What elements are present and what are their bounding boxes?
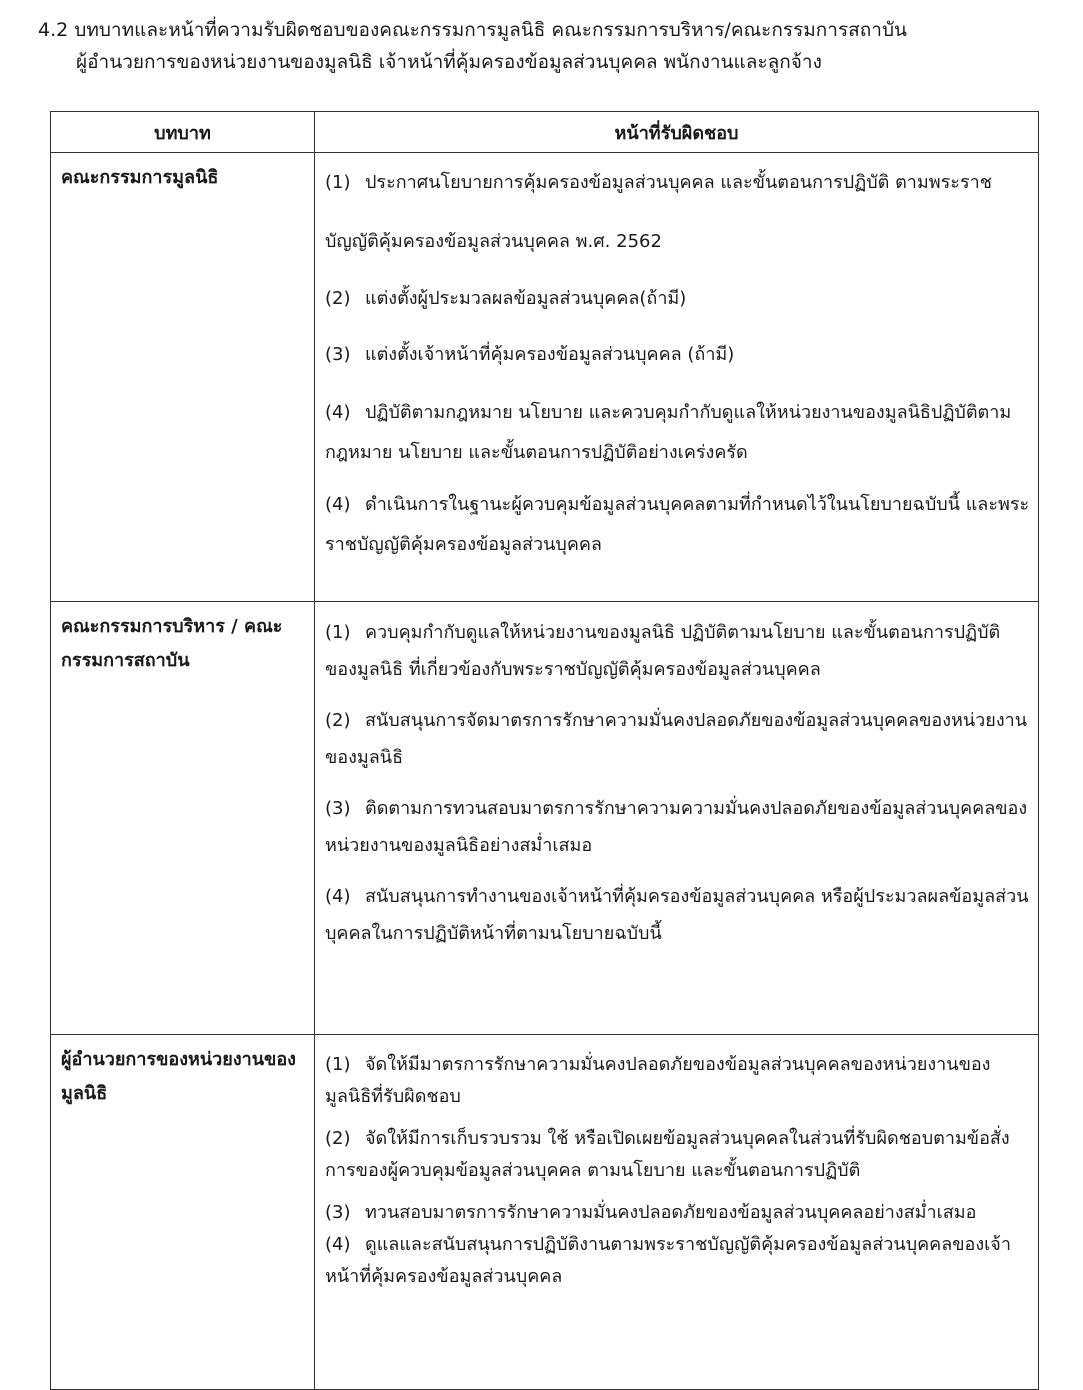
duty-text: ดำเนินการในฐานะผู้ควบคุมข้อมูลส่วนบุคคลตามที่กำหนดไว้ในนโยบายฉบับนี้ และพระราชบัญญัติคุ้มครองข้อมูลส่วนบุคคล — [325, 494, 1030, 555]
duty-number: (2) — [325, 710, 351, 731]
table-row — [51, 153, 1039, 602]
duties-cell — [315, 1035, 1039, 1390]
table-row — [51, 602, 1039, 1035]
duty-item — [325, 393, 1030, 473]
duty-number: (1) — [325, 1054, 351, 1075]
duty-text: จัดให้มีมาตรการรักษาความมั่นคงปลอดภัยของข้อมูลส่วนบุคคลของหน่วยงานของมูลนิธิที่รับผิดชอบ — [325, 1054, 991, 1107]
duty-number: (4) — [325, 1234, 351, 1255]
duty-number: (3) — [325, 344, 351, 365]
duty-text: ควบคุมกำกับดูแลให้หน่วยงานของมูลนิธิ ปฏิบัติตามนโยบาย และขั้นตอนการปฏิบัติของมูลนิธิ ที่เกี่ยวข้องกับพระราชบัญญัติคุ้มครองข้อมูลส่วนบุคคล — [325, 622, 1001, 680]
duty-item — [325, 1049, 1030, 1113]
section-heading — [38, 14, 1048, 78]
duty-item — [325, 1229, 1030, 1293]
duty-number: (4) — [325, 886, 351, 907]
duty-text: สนับสนุนการจัดมาตรการรักษาความมั่นคงปลอดภัยของข้อมูลส่วนบุคคลของหน่วยงานของมูลนิธิ — [325, 710, 1028, 768]
duty-item — [325, 878, 1030, 952]
duty-text: สนับสนุนการทำงานของเจ้าหน้าที่คุ้มครองข้อมูลส่วนบุคคล หรือผู้ประมวลผลข้อมูลส่วนบุคคลในการปฏิบัติหน้าที่ตามนโยบายฉบับนี้ — [325, 886, 1029, 944]
duty-number: (3) — [325, 798, 351, 819]
duty-item — [325, 271, 1030, 327]
header-responsibilities: หน้าที่รับผิดชอบ — [315, 112, 1039, 153]
role-cell: คณะกรรมการบริหาร / คณะกรรมการสถาบัน — [51, 602, 315, 1035]
duty-text: ประกาศนโยบายการคุ้มครองข้อมูลส่วนบุคคล และขั้นตอนการปฏิบัติ ตามพระราชบัญญัติคุ้มครองข้อมูลส่วนบุคคล พ.ศ. 2562 — [325, 172, 992, 252]
duty-item — [325, 1123, 1030, 1187]
header-role: บทบาท — [51, 112, 315, 153]
duty-text: ดูแลและสนับสนุนการปฏิบัติงานตามพระราชบัญญัติคุ้มครองข้อมูลส่วนบุคคลของเจ้าหน้าที่คุ้มครองข้อมูลส่วนบุคคล — [325, 1234, 1011, 1287]
duty-number: (4) — [325, 402, 351, 423]
duty-text: จัดให้มีการเก็บรวบรวม ใช้ หรือเปิดเผยข้อมูลส่วนบุคคลในส่วนที่รับผิดชอบตามข้อสั่งการของผู้ควบคุมข้อมูลส่วนบุคคล ตามนโยบาย และขั้นตอนการปฏิบัติ — [325, 1128, 1010, 1181]
duty-item — [325, 485, 1030, 565]
table-row — [51, 1035, 1039, 1390]
duty-number: (2) — [325, 288, 351, 309]
table-header-row — [51, 112, 1039, 153]
duty-item — [325, 614, 1030, 688]
section-heading-line-1: 4.2 บทบาทและหน้าที่ความรับผิดชอบของคณะกรรมการมูลนิธิ คณะกรรมการบริหาร/คณะกรรมการสถาบัน — [38, 19, 907, 41]
duty-text: ปฏิบัติตามกฎหมาย นโยบาย และควบคุมกำกับดูแลให้หน่วยงานของมูลนิธิปฏิบัติตามกฎหมาย นโยบาย และขั้นตอนการปฏิบัติอย่างเคร่งครัด — [325, 402, 1012, 463]
role-cell: คณะกรรมการมูลนิธิ — [51, 153, 315, 602]
duty-text: แต่งตั้งผู้ประมวลผลข้อมูลส่วนบุคคล(ถ้ามี) — [365, 288, 687, 309]
duty-number: (3) — [325, 1202, 351, 1223]
duty-number: (1) — [325, 622, 351, 643]
duty-number: (4) — [325, 494, 351, 515]
duty-text: แต่งตั้งเจ้าหน้าที่คุ้มครองข้อมูลส่วนบุคคล (ถ้ามี) — [365, 344, 735, 365]
duty-text: ติดตามการทวนสอบมาตรการรักษาความความมั่นคงปลอดภัยของข้อมูลส่วนบุคคลของหน่วยงานของมูลนิธิอย่างสม่ำเสมอ — [325, 798, 1028, 856]
duty-item — [325, 702, 1030, 776]
duty-item — [325, 1197, 1030, 1229]
role-cell: ผู้อำนวยการของหน่วยงานของมูลนิธิ — [51, 1035, 315, 1390]
duty-number: (2) — [325, 1128, 351, 1149]
duty-text: ทวนสอบมาตรการรักษาความมั่นคงปลอดภัยของข้อมูลส่วนบุคคลอย่างสม่ำเสมอ — [365, 1202, 977, 1223]
duties-cell — [315, 153, 1039, 602]
duty-item — [325, 153, 1030, 271]
roles-responsibilities-table — [50, 111, 1039, 1390]
duty-item — [325, 327, 1030, 383]
duties-cell — [315, 602, 1039, 1035]
duty-item — [325, 790, 1030, 864]
section-heading-line-2: ผู้อำนวยการของหน่วยงานของมูลนิธิ เจ้าหน้าที่คุ้มครองข้อมูลส่วนบุคคล พนักงานและลูกจ้าง — [76, 51, 822, 73]
duty-number: (1) — [325, 172, 351, 193]
